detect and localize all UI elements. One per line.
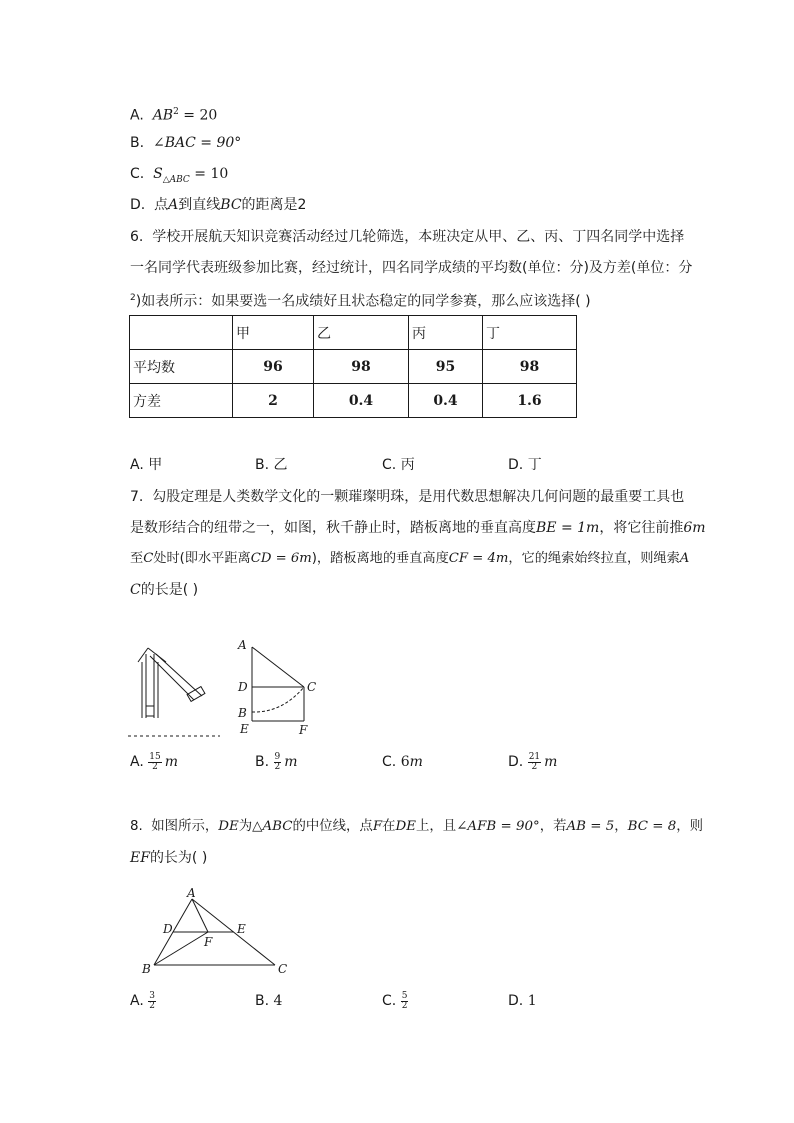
q6-option-d[interactable]: D. 丁 [508, 457, 542, 473]
swing-seat-pushed [187, 687, 205, 702]
table-row [130, 384, 577, 418]
label-D: D [238, 680, 248, 694]
label-A: A [187, 886, 196, 900]
swing-seat-rest [146, 706, 154, 716]
label-F: F [299, 723, 308, 737]
label-E: E [240, 722, 249, 736]
table-header-cell: 乙 [314, 316, 409, 350]
q5-option-a: A. $AB^2 = 20$ [130, 107, 218, 124]
fraction: $\frac{5}{2}$ [401, 990, 408, 1011]
swing-rope-1 [150, 656, 194, 700]
q5-option-d: D. 点A到直线BC的距离是2 [130, 197, 307, 213]
q6-stem-line3: $^2$)如表所示：如果要选一名成绩好且状态稳定的同学参赛，那么应该选择( ) [130, 293, 591, 310]
label-C: C [307, 680, 317, 694]
label-E: E [237, 922, 246, 936]
fraction: $\frac{9}{2}$ [274, 751, 281, 772]
q6-stem-line2: 一名同学代表班级参加比赛，经过统计，四名同学成绩的平均数(单位：分)及方差(单位：分 [130, 260, 693, 276]
q8-stem-line2: EF的长为( ) [130, 850, 208, 866]
q7-stem-line4: C的长是( ) [130, 582, 199, 598]
table-cell: 98 [483, 350, 577, 384]
q5-option-b: B. ∠BAC = 90° [130, 135, 242, 151]
q8-option-d[interactable]: D. 1 [508, 993, 537, 1009]
table-header-row [130, 316, 577, 350]
row-label: 方差 [130, 384, 233, 418]
table-header-cell: 甲 [233, 316, 314, 350]
segment-BF [154, 932, 208, 965]
segment-AC [252, 647, 304, 687]
table-row [130, 350, 577, 384]
fraction: $\frac{15}{2}$ [149, 751, 161, 772]
table-corner-cell [130, 316, 233, 350]
label-B: B [238, 706, 247, 720]
q7-stem-line3: 至C处时(即水平距离CD = 6m)，踏板离地的垂直高度CF = 4m，它的绳索始终拉直，则绳索A [130, 551, 690, 566]
table-cell: 1.6 [483, 384, 577, 418]
q7-option-c[interactable]: C. 6m [382, 754, 423, 770]
q8-option-a[interactable]: A. $\frac{3}{2}$ [130, 990, 155, 1011]
table-cell: 96 [233, 350, 314, 384]
table-header-cell: 丙 [409, 316, 483, 350]
q6-option-c[interactable]: C. 丙 [382, 457, 415, 473]
label-C: C [278, 962, 288, 976]
fraction: $\frac{3}{2}$ [149, 990, 155, 1011]
table-cell: 2 [233, 384, 314, 418]
q7-option-d[interactable]: D. $\frac{21}{2}$ m [508, 751, 558, 772]
q7-option-a[interactable]: A. $\frac{15}{2}$ m [130, 751, 178, 772]
table-cell: 98 [314, 350, 409, 384]
table-cell: 0.4 [409, 384, 483, 418]
q6-option-b[interactable]: B. 乙 [255, 457, 288, 473]
q7-option-b[interactable]: B. $\frac{9}{2}$ m [255, 751, 298, 772]
table-header-cell: 丁 [483, 316, 577, 350]
table-cell: 95 [409, 350, 483, 384]
table-cell: 0.4 [314, 384, 409, 418]
row-label: 平均数 [130, 350, 233, 384]
q7-geometry-figure [232, 633, 327, 745]
fraction: $\frac{21}{2}$ [528, 751, 541, 772]
swing-arc [252, 687, 304, 712]
label-F: F [204, 935, 213, 949]
q7-stem-line1: 7. 勾股定理是人类数学文化的一颗璀璨明珠，是用代数思想解决几何问题的最重要工具也 [130, 489, 685, 505]
q5-option-c: C. $S_{\triangle ABC} = 10$ [130, 166, 229, 185]
label-A: A [238, 638, 247, 652]
q6-option-a[interactable]: A. 甲 [130, 457, 163, 473]
q8-stem-line1: 8. 如图所示，DE为△ABC的中位线，点F在DE上，且∠AFB = 90°，若AB = 5，BC = 8，则 [130, 819, 703, 834]
segment-AF [192, 899, 208, 932]
q8-option-c[interactable]: C. $\frac{5}{2}$ [382, 990, 408, 1011]
label-B: B [142, 962, 151, 976]
label-D: D [163, 922, 173, 936]
q8-option-b[interactable]: B. 4 [255, 993, 283, 1009]
q6-stem-line1: 6. 学校开展航天知识竞赛活动经过几轮筛选，本班决定从甲、乙、丙、丁四名同学中选择 [130, 229, 685, 245]
swing-sketch-figure [128, 640, 228, 745]
q7-stem-line2: 是数形结合的纽带之一，如图，秋千静止时，踏板离地的垂直高度BE = 1m，将它往前推6m [130, 520, 706, 536]
q8-triangle-figure [138, 885, 300, 977]
q6-score-table [129, 315, 577, 418]
